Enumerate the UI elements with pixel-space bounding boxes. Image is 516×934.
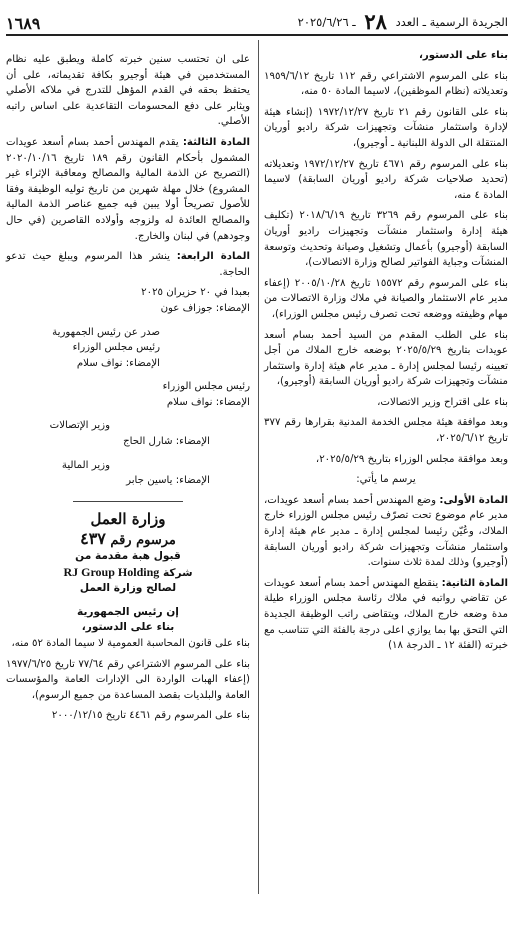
article-4	[6, 249, 250, 280]
article-1	[264, 493, 508, 571]
decree-title-line: قبول هبة مقدمة من	[75, 550, 181, 563]
decree-number: ٤٣٧	[80, 529, 106, 549]
decree-title-line: لصالح وزارة العمل	[79, 582, 177, 595]
signatory-signature: الإمضاء: ياسين جابر	[126, 475, 210, 487]
preamble-paragraph: بناء على المرسوم الاشتراعي رقم ٧٧/٦٤ تاريخ ١٩٧٧/٦/٢٥ (إعفاء الهبات الواردة الى الإدارات العامة والمؤسسات العامة والبلديات بقصد المساعدة من جميع الرسوم)،	[6, 658, 250, 701]
preamble-paragraph: وبعد موافقة مجلس الوزراء بتاريخ ٢٠٢٥/٥/٢٩،	[315, 453, 508, 465]
gazette-header	[6, 8, 508, 36]
company-word: شركة	[162, 566, 193, 579]
gazette-title	[298, 6, 508, 34]
signatory-signature: الإمضاء: نواف سلام	[166, 396, 250, 408]
article-text: يقدم المهندس أحمد بسام أسعد عويدات المشمول بأحكام القانون رقم ١٨٩ تاريخ ٢٠٢٠/١٠/١٦ (التصريح عن الذمة المالية والمصالح ومعاقبة الإثراء غير المشروع) خلال مهلة شهرين من تاريخ توليه الوظيفة وفقا للأصول تصريحاً أولا يبين فيه جميع عناصر الذمة المالية والمصالح العائدة له ولزوجه وأولاده القاصرين (في حال وجودهم) في لبنان والخارج.	[6, 136, 250, 242]
company-name: RJ Group Holding	[63, 564, 160, 579]
gazette-name: الجريدة الرسمية ـ العدد	[395, 15, 508, 29]
signatory-signature: الإمضاء: شارل الحاج	[123, 436, 210, 448]
preamble-paragraph: وبعد موافقة هيئة مجلس الخدمة المدنية بقرارها رقم ٣٧٧ تاريخ ٢٠٢٥/٦/١٢،	[264, 417, 508, 445]
article-label: المادة الثانية:	[441, 577, 508, 589]
article-text: وضع المهندس أحمد بسام أسعد عويدات، مدير عام موضوع تحت تصرّف رئيس مجلس الوزراء خارج الملاك، وعُيّن رئيسا لمجلس إدارة ـ مدير عام هيئة إدارة واستثمار منشآت وتجهيزات شركة راديو أوريان السابقة (أوجيرو) وذلك لمدة ثلاث سنوات.	[264, 494, 508, 569]
issue-date: ـ ٢٠٢٥/٦/٢٦	[297, 15, 356, 29]
article-text: ينقطع المهندس أحمد بسام أسعد عويدات عن تقاضي رواتبه في ملاك رئاسة مجلس الوزراء طيلة مدة وضعه خارج الملاك، ويتقاضى راتب الوظيفة الجديدة التي التحق بها بما يوازي اعلى درجة بالفئة التي تتناسب مع خبرته (الفئة ١٢ ـ الدرجة ١٨)	[264, 577, 508, 652]
preamble-paragraph: بناء على قانون المحاسبة العمومية لا سيما المادة ٥٢ منه،	[11, 638, 250, 649]
signatory-title: وزير الإتصالات	[49, 420, 110, 432]
preamble-paragraph: بناء على المرسوم الاشتراعي رقم ١١٢ تاريخ ١٩٥٩/٦/١٢ وتعديلاته (نظام الموظفين)، لاسيما المادة ٥٠ منه،	[264, 70, 508, 98]
page-number: ١٦٨٩	[6, 14, 41, 33]
decree-enactment: يرسم ما يأتي:	[356, 474, 416, 486]
signatory-title: رئيس مجلس الوزراء	[72, 342, 160, 354]
preamble-constitution: بناء على الدستور،	[81, 621, 175, 634]
preamble-paragraph: بناء على المرسوم رقم ٤٦٧١ تاريخ ١٩٧٢/١٢/٢٧ وتعديلاته (تحديد صلاحيات شركة راديو أوريان السابقة) لاسيما المادة ٤ منه،	[264, 158, 508, 201]
preamble-paragraph: بناء على اقتراح وزير الاتصالات،	[377, 396, 508, 408]
column-divider	[258, 40, 259, 894]
ministry-heading: وزارة العمل	[90, 509, 166, 528]
article-2-continued: على ان تحتسب سنين خبرته كاملة ويطبق عليه نظام المستخدمين في هيئة أوجيرو بكافة تقديماته، على أن يحتفظ بحقه في القدم المؤهل للتدرج في ملاكه الأصلي ويثابر على دفع المحسومات التقاعدية على اساس راتبه الأصلي.	[6, 54, 250, 128]
section-separator	[73, 501, 183, 502]
issue-number: ٢٨	[364, 9, 387, 34]
signature-president: الإمضاء: جوزاف عون	[160, 302, 250, 314]
right-column	[264, 48, 508, 659]
decree-title-line	[6, 565, 250, 582]
article-3	[6, 135, 250, 244]
preamble-paragraph: بناء على الطلب المقدم من السيد أحمد بسام أسعد عويدات بتاريخ ٢٠٢٥/٥/٢٩ بوضعه خارج الملاك من أجل تعيينه رئيسا لمجلس إدارة ـ مدير عام هيئة إدارة واستثمار منشآت وتجهيزات شركة راديو أوريان السابقة (أوجيرو)،	[264, 329, 508, 388]
article-label: المادة الرابعة:	[176, 251, 250, 263]
preamble-paragraph: بناء على المرسوم رقم ١٥٥٧٢ تاريخ ٢٠٠٥/١٠/٢٨ (إعفاء مدير عام الاستثمار والصيانة في ملاك وزارة الاتصالات من مهام وظيفته ووضعه تحت تصرف رئيس مجلس الوزراء)،	[264, 277, 508, 320]
signatory-title: رئيس مجلس الوزراء	[162, 381, 250, 393]
president-heading: إن رئيس الجمهورية	[77, 605, 179, 618]
preamble-paragraph: بناء على المرسوم رقم ٤٤٦١ تاريخ ٢٠٠٠/١٢/١٥	[51, 710, 250, 722]
preamble-constitution: بناء على الدستور،	[418, 50, 508, 61]
decree-label: مرسوم رقم	[110, 533, 176, 549]
signatory-title: وزير المالية	[61, 459, 110, 471]
signatory-signature: الإمضاء: نواف سلام	[76, 357, 160, 369]
left-column	[6, 52, 250, 729]
signature-place-date: بعبدا في ٢٠ حزيران ٢٠٢٥	[141, 287, 250, 299]
preamble-paragraph: بناء على المرسوم رقم ٣٢٦٩ تاريخ ٢٠١٨/٦/١٩ (تكليف هيئة إدارة واستثمار منشآت وتجهيزات راديو أوريان السابقة (أوجيرو) بأعمال وتشغيل وصيانة وتحديث وتوسعة المنشآت وجباية الفواتير لصالح وزارة الاتصالات)،	[264, 210, 508, 269]
article-label: المادة الثالثة:	[182, 136, 250, 148]
issued-by-label: صدر عن رئيس الجمهورية	[52, 326, 160, 338]
preamble-paragraph: بناء على القانون رقم ٢١ تاريخ ١٩٧٢/١٢/٢٧ (إنشاء هيئة لإدارة واستثمار منشآت وتجهيزات شركة راديو أوريان المنتقلة الى الدولة اللبنانية ـ أوجيرو)،	[264, 106, 509, 149]
decree-number-line	[6, 531, 250, 549]
article-2	[264, 576, 508, 654]
article-text: ينشر هذا المرسوم ويبلغ حيث تدعو الحاجة.	[6, 251, 250, 278]
article-label: المادة الأولى:	[439, 494, 508, 506]
